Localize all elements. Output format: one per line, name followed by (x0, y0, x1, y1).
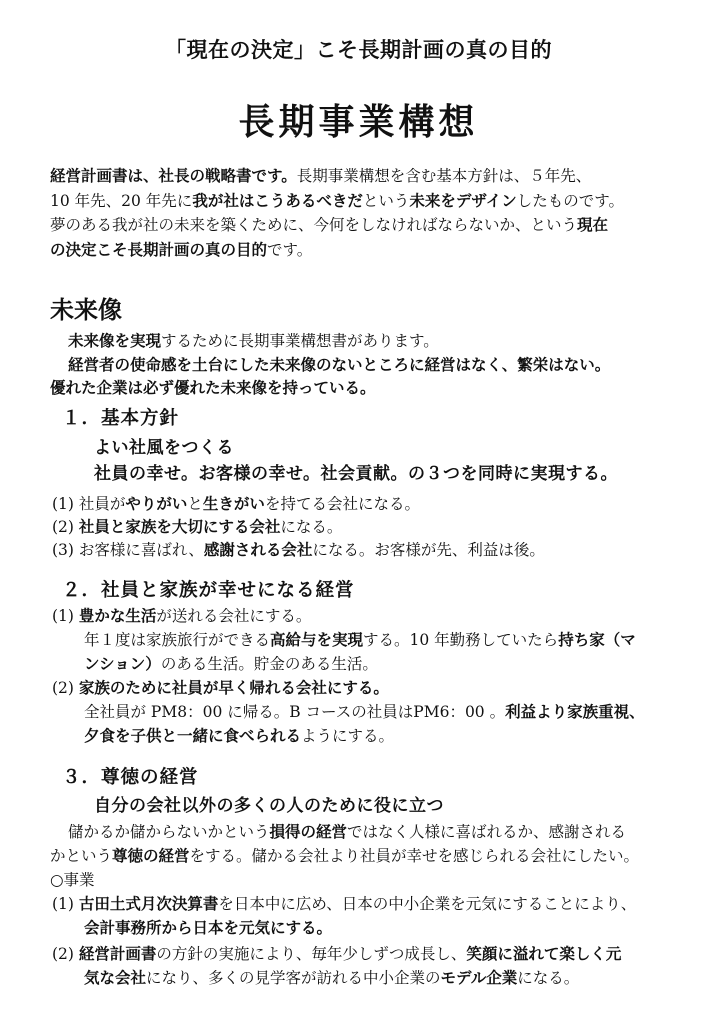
policy-heading: １．基本方針 (62, 408, 180, 429)
family-item-2: (2) 家族のために社員が早く帰れる会社にする。 全社員が PM8：00 に帰る。B コースの社員はPM6：00 。利益より家族重視、 夕食を子供と一緒に食べられるようにする。 (52, 679, 645, 745)
page-title: 長期事業構想 (238, 101, 479, 143)
virtue-item-1: (1) 古田土式月次決算書を日本中に広め、日本の中小企業を元気にすることにより、 会計事務所から日本を元気にする。 (52, 895, 637, 937)
policy-sub-1: よい社風をつくる (94, 438, 234, 458)
vision-paragraph (50, 330, 610, 401)
policy-item-3: (3) お客様に喜ばれ、感謝される会社になる。お客様が先、利益は後。 (52, 541, 545, 559)
family-item-1: (1) 豊かな生活が送れる会社にする。 年１度は家族旅行ができる高給与を実現する。10 年勤務していたら持ち家（マ ンション）のある生活。貯金のある生活。 (52, 607, 636, 673)
family-heading: ２．社員と家族が幸せになる経営 (62, 580, 355, 601)
vision-line-3: 優れた企業は必ず優れた未来像を持っている。 (50, 379, 376, 397)
virtue-sub: 自分の会社以外の多くの人のために役に立つ (94, 796, 444, 816)
virtue-paragraph: 儲かるか儲からないかという損得の経営ではなく人様に喜ばれるか、感謝される かという尊徳の経営をする。儲かる会社より社員が幸せを感じられる会社にしたい。 ○事業 (50, 823, 640, 889)
page-subtitle: 「現在の決定」こそ長期計画の真の目的 (165, 38, 552, 62)
intro-line-2: 10 年先、20 年先に我が社はこうあるべきだという未来をデザインしたものです。 (50, 191, 625, 210)
intro-line-3: 夢のある我が社の未来を築くために、今何をしなければならないか、という現在 (50, 216, 609, 234)
policy-item-2: (2) 社員と家族を大切にする会社になる。 (52, 518, 343, 536)
intro-paragraph (50, 164, 624, 262)
vision-line-2: 経営者の使命感を土台にした未来像のないところに経営はなく、繁栄はない。 (68, 355, 611, 374)
policy-item-1: (1) 社員がやりがいと生きがいを持てる会社になる。 (52, 495, 420, 513)
intro-line-4: の決定こそ長期計画の真の目的です。 (50, 240, 313, 259)
vision-heading: 未来像 (50, 296, 122, 324)
virtue-item-2: (2) 経営計画書の方針の実施により、毎年少しずつ成長し、笑顔に溢れて楽しく元 気な会社になり、多くの見学客が訪れる中小企業のモデル企業になる。 (52, 945, 622, 987)
virtue-heading: ３．尊徳の経営 (62, 767, 199, 788)
policy-sub-2: 社員の幸せ。お客様の幸せ。社会貢献。の３つを同時に実現する。 (94, 464, 618, 484)
vision-line-1: 未来像を実現するために長期事業構想書があります。 (68, 332, 439, 350)
intro-line-1: 経営計画書は、社長の戦略書です。長期事業構想を含む基本方針は、５年先、 (50, 167, 592, 185)
